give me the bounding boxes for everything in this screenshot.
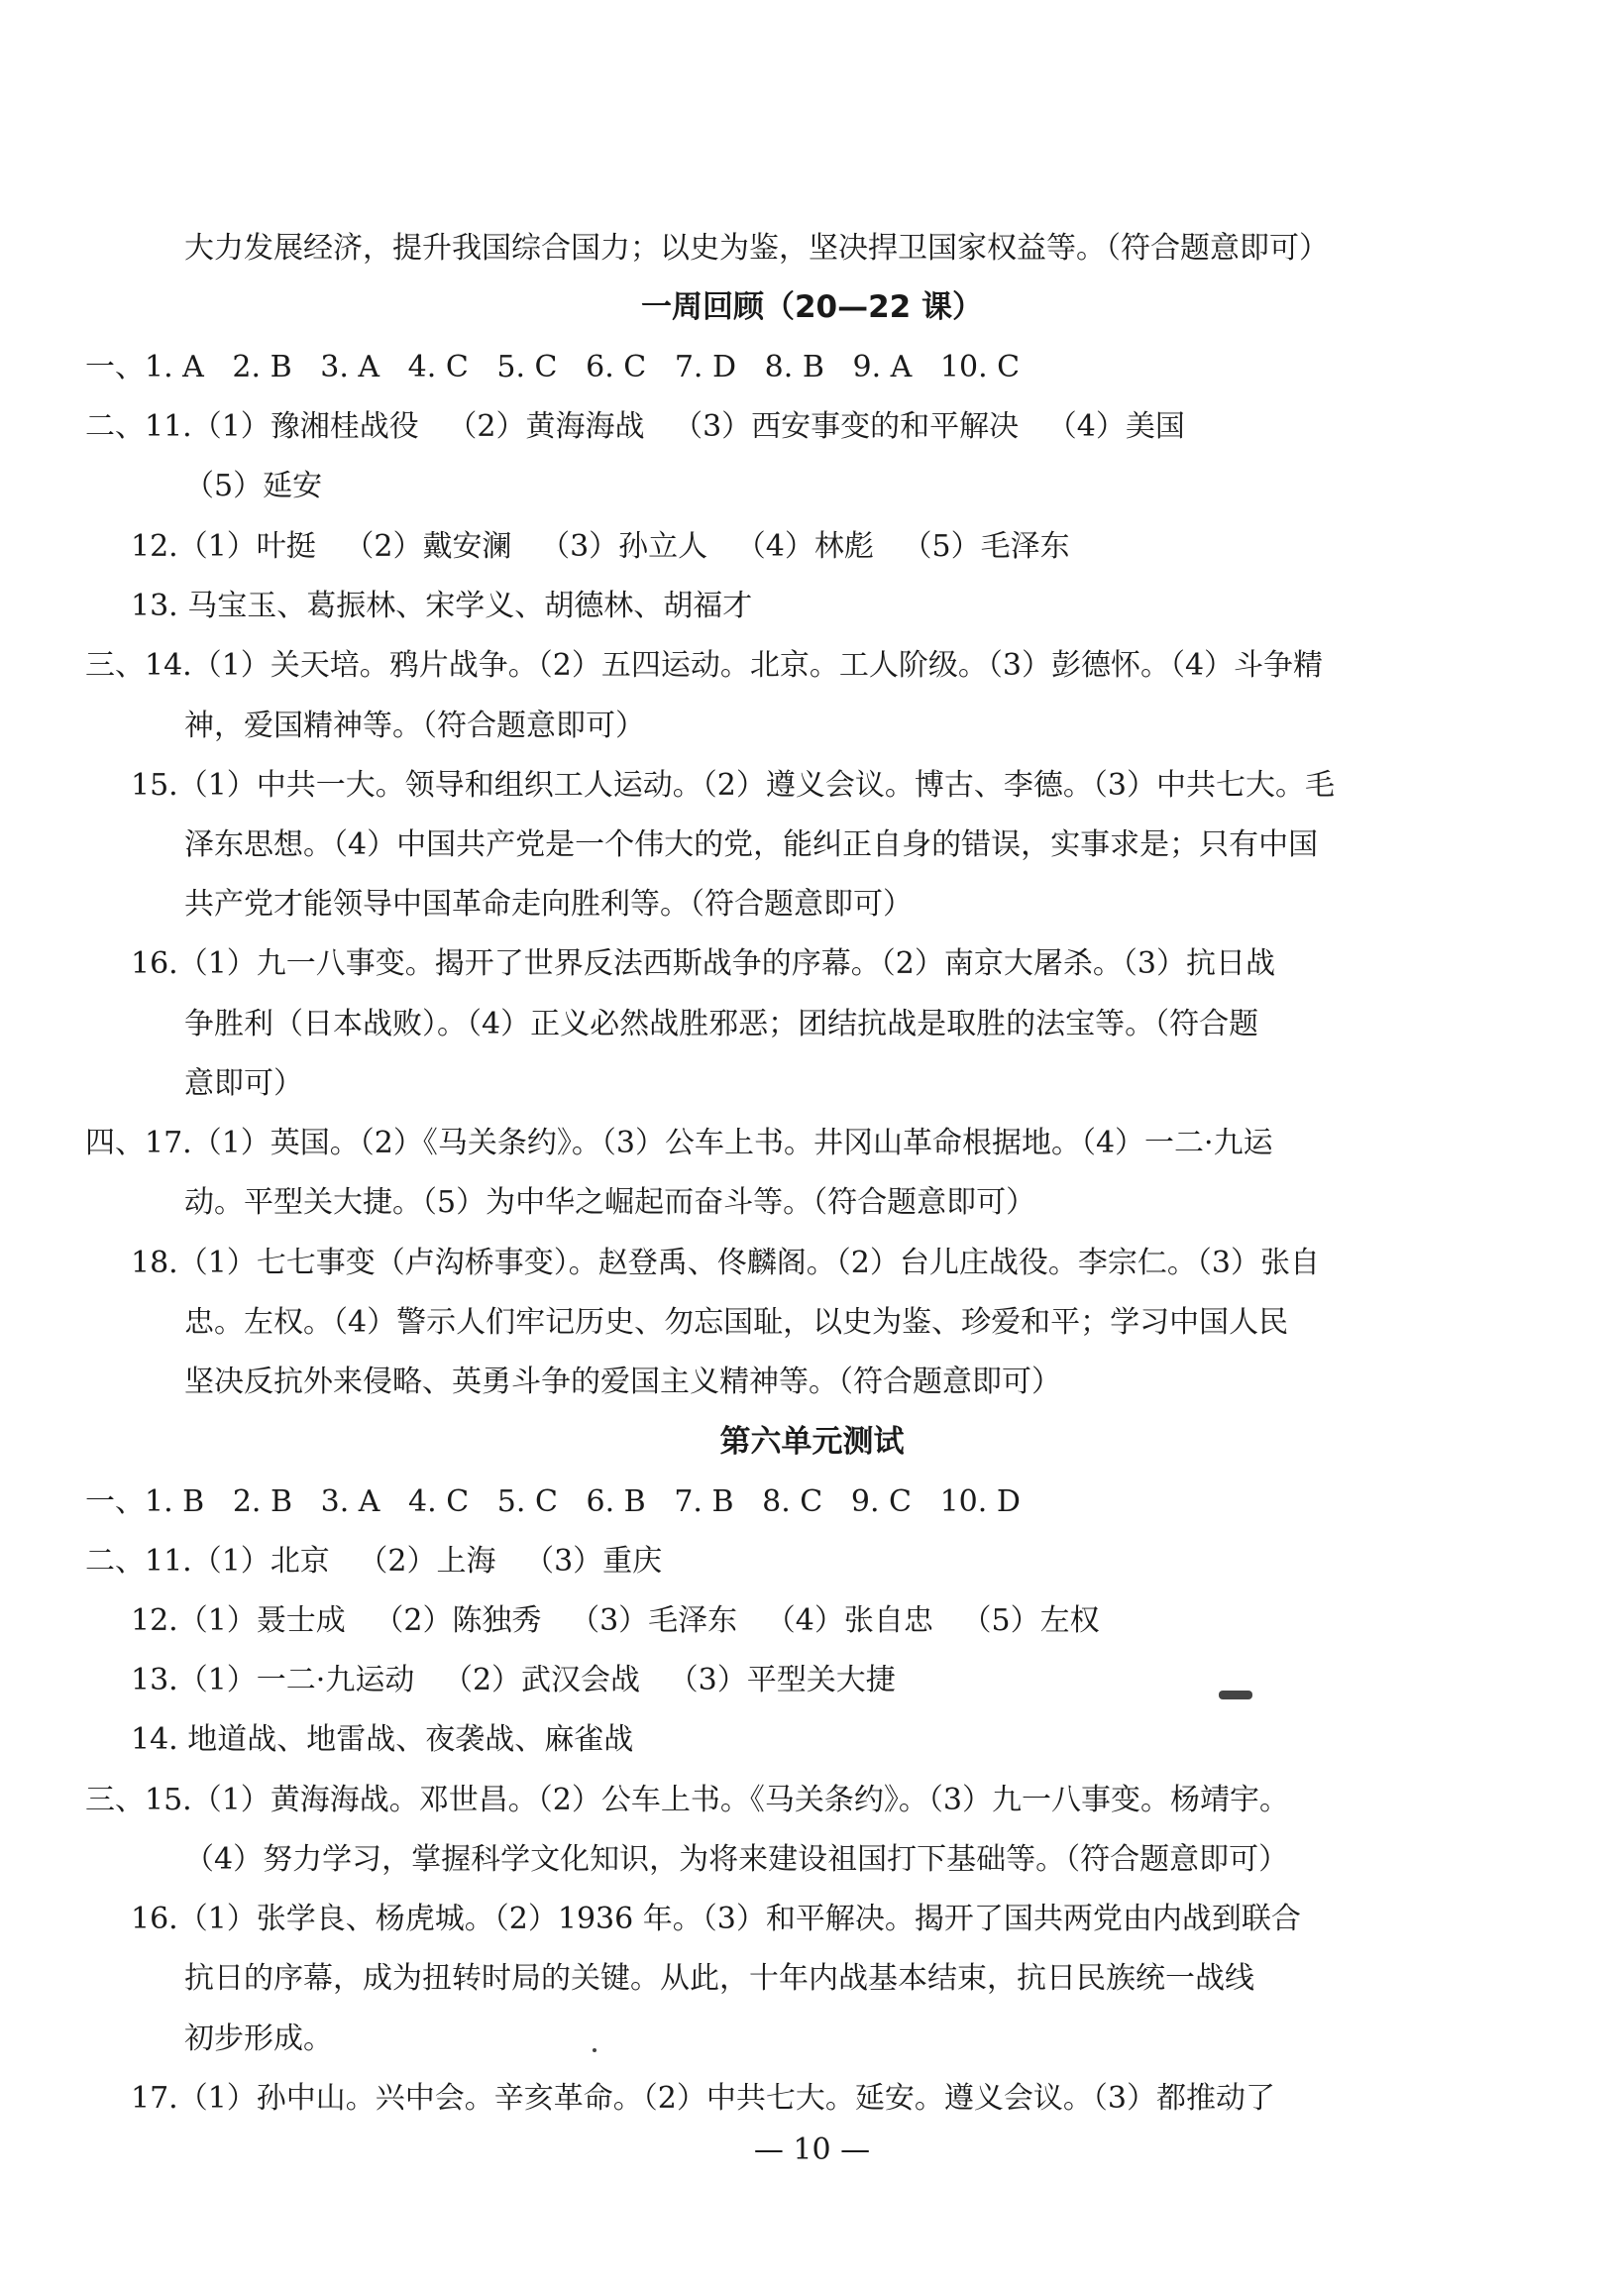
text-line: 一、1. B 2. B 3. A 4. C 5. C 6. B 7. B 8. C 9. C 10. D bbox=[85, 1484, 1021, 1519]
text-line: 一、1. A 2. B 3. A 4. C 5. C 6. C 7. D 8. B 9. A 10. C bbox=[85, 350, 1021, 384]
text-line: 抗日的序幕，成为扭转时局的关键。从此，十年内战基本结束，抗日民族统一战线 bbox=[184, 1961, 1254, 1996]
scan-speck bbox=[593, 2048, 596, 2052]
text-line: 16.（1）九一八事变。揭开了世界反法西斯战争的序幕。（2）南京大屠杀。（3）抗日战 bbox=[131, 946, 1275, 981]
text-line: 12.（1）聂士成 （2）陈独秀 （3）毛泽东 （4）张自忠 （5）左权 bbox=[131, 1603, 1100, 1638]
text-line: 二、11.（1）豫湘桂战役 （2）黄海海战 （3）西安事变的和平解决 （4）美国 bbox=[85, 409, 1185, 444]
section-heading: 一周回顾（20—22 课） bbox=[640, 289, 984, 325]
text-line: 12.（1）叶挺 （2）戴安澜 （3）孙立人 （4）林彪 （5）毛泽东 bbox=[131, 529, 1070, 564]
text-line: 共产党才能领导中国革命走向胜利等。（符合题意即可） bbox=[184, 887, 913, 922]
text-line: 14. 地道战、地雷战、夜袭战、麻雀战 bbox=[131, 1722, 634, 1757]
scan-speck bbox=[1219, 1691, 1252, 1699]
text-line: 13.（1）一二·九运动 （2）武汉会战 （3）平型关大捷 bbox=[131, 1663, 896, 1697]
text-line: 三、15.（1）黄海海战。邓世昌。（2）公车上书。《马关条约》。（3）九一八事变。杨靖宇。 bbox=[85, 1783, 1289, 1817]
text-line: 泽东思想。（4）中国共产党是一个伟大的党，能纠正自身的错误，实事求是；只有中国 bbox=[184, 827, 1319, 862]
text-line: （4）努力学习，掌握科学文化知识，为将来建设祖国打下基础等。（符合题意即可） bbox=[184, 1842, 1289, 1877]
text-line: 坚决反抗外来侵略、英勇斗争的爱国主义精神等。（符合题意即可） bbox=[184, 1365, 1061, 1399]
text-line: 神，爱国精神等。（符合题意即可） bbox=[184, 709, 645, 743]
text-line: 16.（1）张学良、杨虎城。（2）1936 年。（3）和平解决。揭开了国共两党由内战到联合 bbox=[131, 1902, 1301, 1936]
text-line: 四、17.（1）英国。（2）《马关条约》。（3）公车上书。井冈山革命根据地。（4）一二·九运 bbox=[85, 1126, 1273, 1160]
text-line: 争胜利（日本战败）。（4）正义必然战胜邪恶；团结抗战是取胜的法宝等。（符合题 bbox=[184, 1007, 1259, 1041]
text-line: 13. 马宝玉、葛振林、宋学义、胡德林、胡福才 bbox=[131, 589, 753, 623]
page-number: — 10 — bbox=[753, 2132, 871, 2167]
text-line: 初步形成。 bbox=[184, 2022, 333, 2056]
text-line: 大力发展经济，提升我国综合国力；以史为鉴，坚决捍卫国家权益等。（符合题意即可） bbox=[184, 231, 1329, 266]
text-line: 15.（1）中共一大。领导和组织工人运动。（2）遵义会议。博古、李德。（3）中共七大。毛 bbox=[131, 768, 1335, 803]
text-line: 动。平型关大捷。（5）为中华之崛起而奋斗等。（符合题意即可） bbox=[184, 1185, 1036, 1220]
text-line: 二、11.（1）北京 （2）上海 （3）重庆 bbox=[85, 1544, 663, 1579]
text-line: 17.（1）孙中山。兴中会。辛亥革命。（2）中共七大。延安。遵义会议。（3）都推动了 bbox=[131, 2081, 1275, 2116]
text-line: 三、14.（1）关天培。鸦片战争。（2）五四运动。北京。工人阶级。（3）彭德怀。（4）斗争精 bbox=[85, 648, 1324, 683]
text-line: 18.（1）七七事变（卢沟桥事变）。赵登禹、佟麟阁。（2）台儿庄战役。李宗仁。（3）张自 bbox=[131, 1246, 1320, 1280]
section-heading: 第六单元测试 bbox=[719, 1424, 905, 1460]
text-line: 意即可） bbox=[184, 1066, 303, 1101]
text-line: （5）延安 bbox=[184, 469, 323, 503]
text-line: 忠。左权。（4）警示人们牢记历史、勿忘国耻，以史为鉴、珍爱和平；学习中国人民 bbox=[184, 1305, 1289, 1340]
